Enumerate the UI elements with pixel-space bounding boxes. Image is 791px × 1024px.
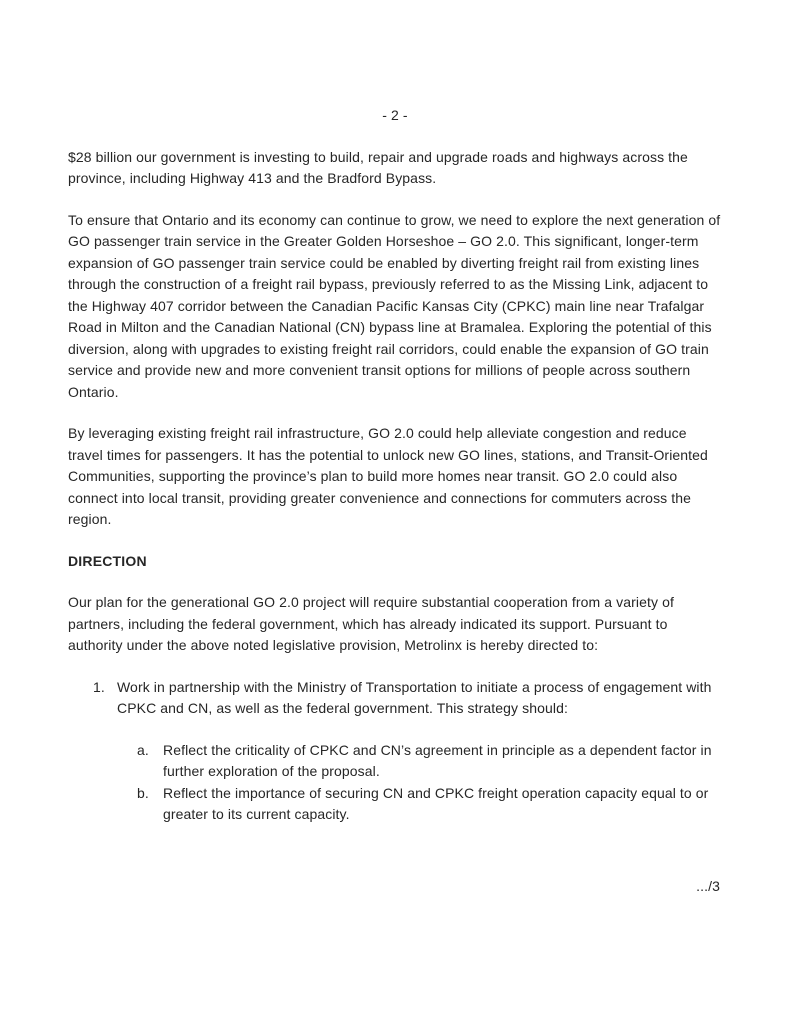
paragraph-direction-intro: Our plan for the generational GO 2.0 project will require substantial cooperation from a variety of partners, including the federal government, which has already indicated its support. Pursuant to authority under the above noted legislative provision, Metrolinx is hereby directed to: [68,594,674,653]
list-item-text: Work in partnership with the Ministry of Transportation to initiate a process of engagement with CPKC and CN, as well as the federal government. This strategy should: [117,678,712,716]
footer-pagination: .../3 [696,877,720,894]
sublist-item-marker: b. [137,784,149,801]
list-item-marker: 1. [93,678,105,695]
sublist [68,740,722,826]
direction-heading: DIRECTION [68,552,147,569]
sublist-item-text: Reflect the criticality of CPKC and CN’s agreement in principle as a dependent factor in further exploration of the proposal. [163,741,712,779]
paragraph-go2-benefits: By leveraging existing freight rail infrastructure, GO 2.0 could help alleviate congestion and reduce travel times for passengers. It has the potential to unlock new GO lines, stations, and Transit-Oriented Communities, supporting the province’s plan to build more homes near transit. GO 2.0 could also connect into local transit, providing greater convenience and connections for commuters across the region. [68,425,708,527]
paragraph-investment: $28 billion our government is investing to build, repair and upgrade roads and highways across the province, including Highway 413 and the Bradford Bypass. [68,148,688,186]
sublist-item-a [68,740,722,783]
sublist-item-b [68,783,722,826]
sublist-item-marker: a. [137,741,149,758]
page-number-header: - 2 - [382,107,408,123]
numbered-list-item-1 [68,677,722,720]
sublist-item-text: Reflect the importance of securing CN and CPKC freight operation capacity equal to or greater to its current capacity. [163,784,709,822]
paragraph-go2-overview: To ensure that Ontario and its economy can continue to grow, we need to explore the next generation of GO passenger train service in the Greater Golden Horseshoe – GO 2.0. This significant, longer-term expansion of GO passenger train service could be enabled by diverting freight rail from existing lines through the construction of a freight rail bypass, previously referred to as the Missing Link, adjacent to the Highway 407 corridor between the Canadian Pacific Kansas City (CPKC) main line near Trafalgar Road in Milton and the Canadian National (CN) bypass line at Bramalea. Exploring the potential of this diversion, along with upgrades to existing freight rail corridors, could enable the expansion of GO train service and provide new and more convenient transit options for millions of people across southern Ontario. [68,211,721,400]
